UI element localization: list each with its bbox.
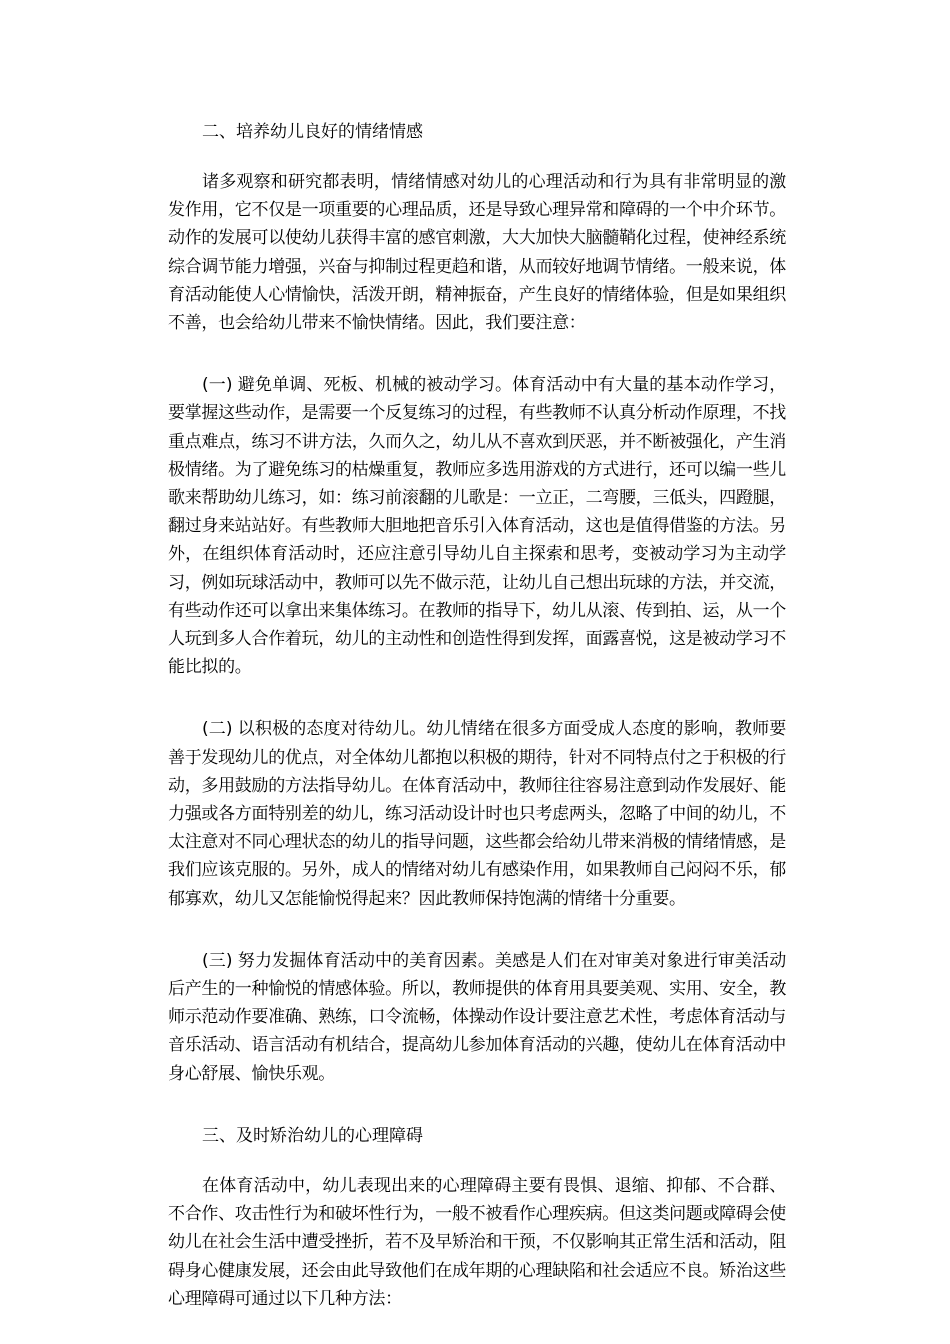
paragraph-last: 在体育活动中，幼儿表现出来的心理障碍主要有畏惧、退缩、抑郁、不合群、不合作、攻击性行为和破坏性行为，一般不被看作心理疾病。但这类问题或障碍会使幼儿在社会生活中遭受挫折，若不及早矫治和干预，不仅影响其正常生活和活动，阻碍身心健康发展，还会由此导致他们在成年期的心理缺陷和社会适应不良。矫治这些心理障碍可通过以下几种方法： — [168, 1175, 786, 1309]
section-heading-3: 三、及时矫治幼儿的心理障碍 — [202, 1125, 423, 1146]
paragraph-point-2: (二) 以积极的态度对待幼儿。幼儿情绪在很多方面受成人态度的影响，教师要善于发现幼儿的优点，对全体幼儿都抱以积极的期待，针对不同特点付之于积极的行动，多用鼓励的方法指导幼儿。在体育活动中，教师往往容易注意到动作发展好、能力强或各方面特别差的幼儿，练习活动设计时也只考虑两头，忽略了中间的幼儿，不太注意对不同心理状态的幼儿的指导问题，这些都会给幼儿带来消极的情绪情感，是我们应该克服的。另外，成人的情绪对幼儿有感染作用，如果教师自己闷闷不乐，郁郁寡欢，幼儿又怎能愉悦得起来？因此教师保持饱满的情绪十分重要。 — [168, 719, 786, 909]
section-heading-2: 二、培养幼儿良好的情绪情感 — [202, 122, 423, 142]
paragraph-point-1: (一) 避免单调、死板、机械的被动学习。体育活动中有大量的基本动作学习，要掌握这些动作，是需要一个反复练习的过程，有些教师不认真分析动作原理，不找重点难点，练习不讲方法，久而久之，幼儿从不喜欢到厌恶，并不断被强化，产生消极情绪。为了避免练习的枯燥重复，教师应多选用游戏的方式进行，还可以编一些儿歌来帮助幼儿练习，如：练习前滚翻的儿歌是：一立正，二弯腰，三低头，四蹬腿，翻过身来站站好。有些教师大胆地把音乐引入体育活动，这也是值得借鉴的方法。另外，在组织体育活动时，还应注意引导幼儿自主探索和思考，变被动学习为主动学习，例如玩球活动中，教师可以先不做示范，让幼儿自己想出玩球的方法，并交流，有些动作还可以拿出来集体练习。在教师的指导下，幼儿从滚、传到拍、运，从一个人玩到多人合作着玩，幼儿的主动性和创造性得到发挥，面露喜悦，这是被动学习不能比拟的。 — [168, 375, 786, 678]
document-page — [168, 118, 786, 1313]
paragraph-point-3: (三) 努力发掘体育活动中的美育因素。美感是人们在对审美对象进行审美活动后产生的一种愉悦的情感体验。所以，教师提供的体育用具要美观、实用、安全，教师示范动作要准确、熟练，口令流畅，体操动作设计要注意艺术性，考虑体育活动与音乐活动、语言活动有机结合，提高幼儿参加体育活动的兴趣，使幼儿在体育活动中身心舒展、愉快乐观。 — [168, 950, 786, 1084]
paragraph-intro: 诸多观察和研究都表明，情绪情感对幼儿的心理活动和行为具有非常明显的激发作用，它不仅是一项重要的心理品质，还是导致心理异常和障碍的一个中介环节。动作的发展可以使幼儿获得丰富的感官刺激，大大加快大脑髓鞘化过程，使神经系统综合调节能力增强，兴奋与抑制过程更趋和谐，从而较好地调节情绪。一般来说，体育活动能使人心情愉快，活泼开朗，精神振奋，产生良好的情绪体验，但是如果组织不善，也会给幼儿带来不愉快情绪。因此，我们要注意： — [168, 172, 786, 334]
